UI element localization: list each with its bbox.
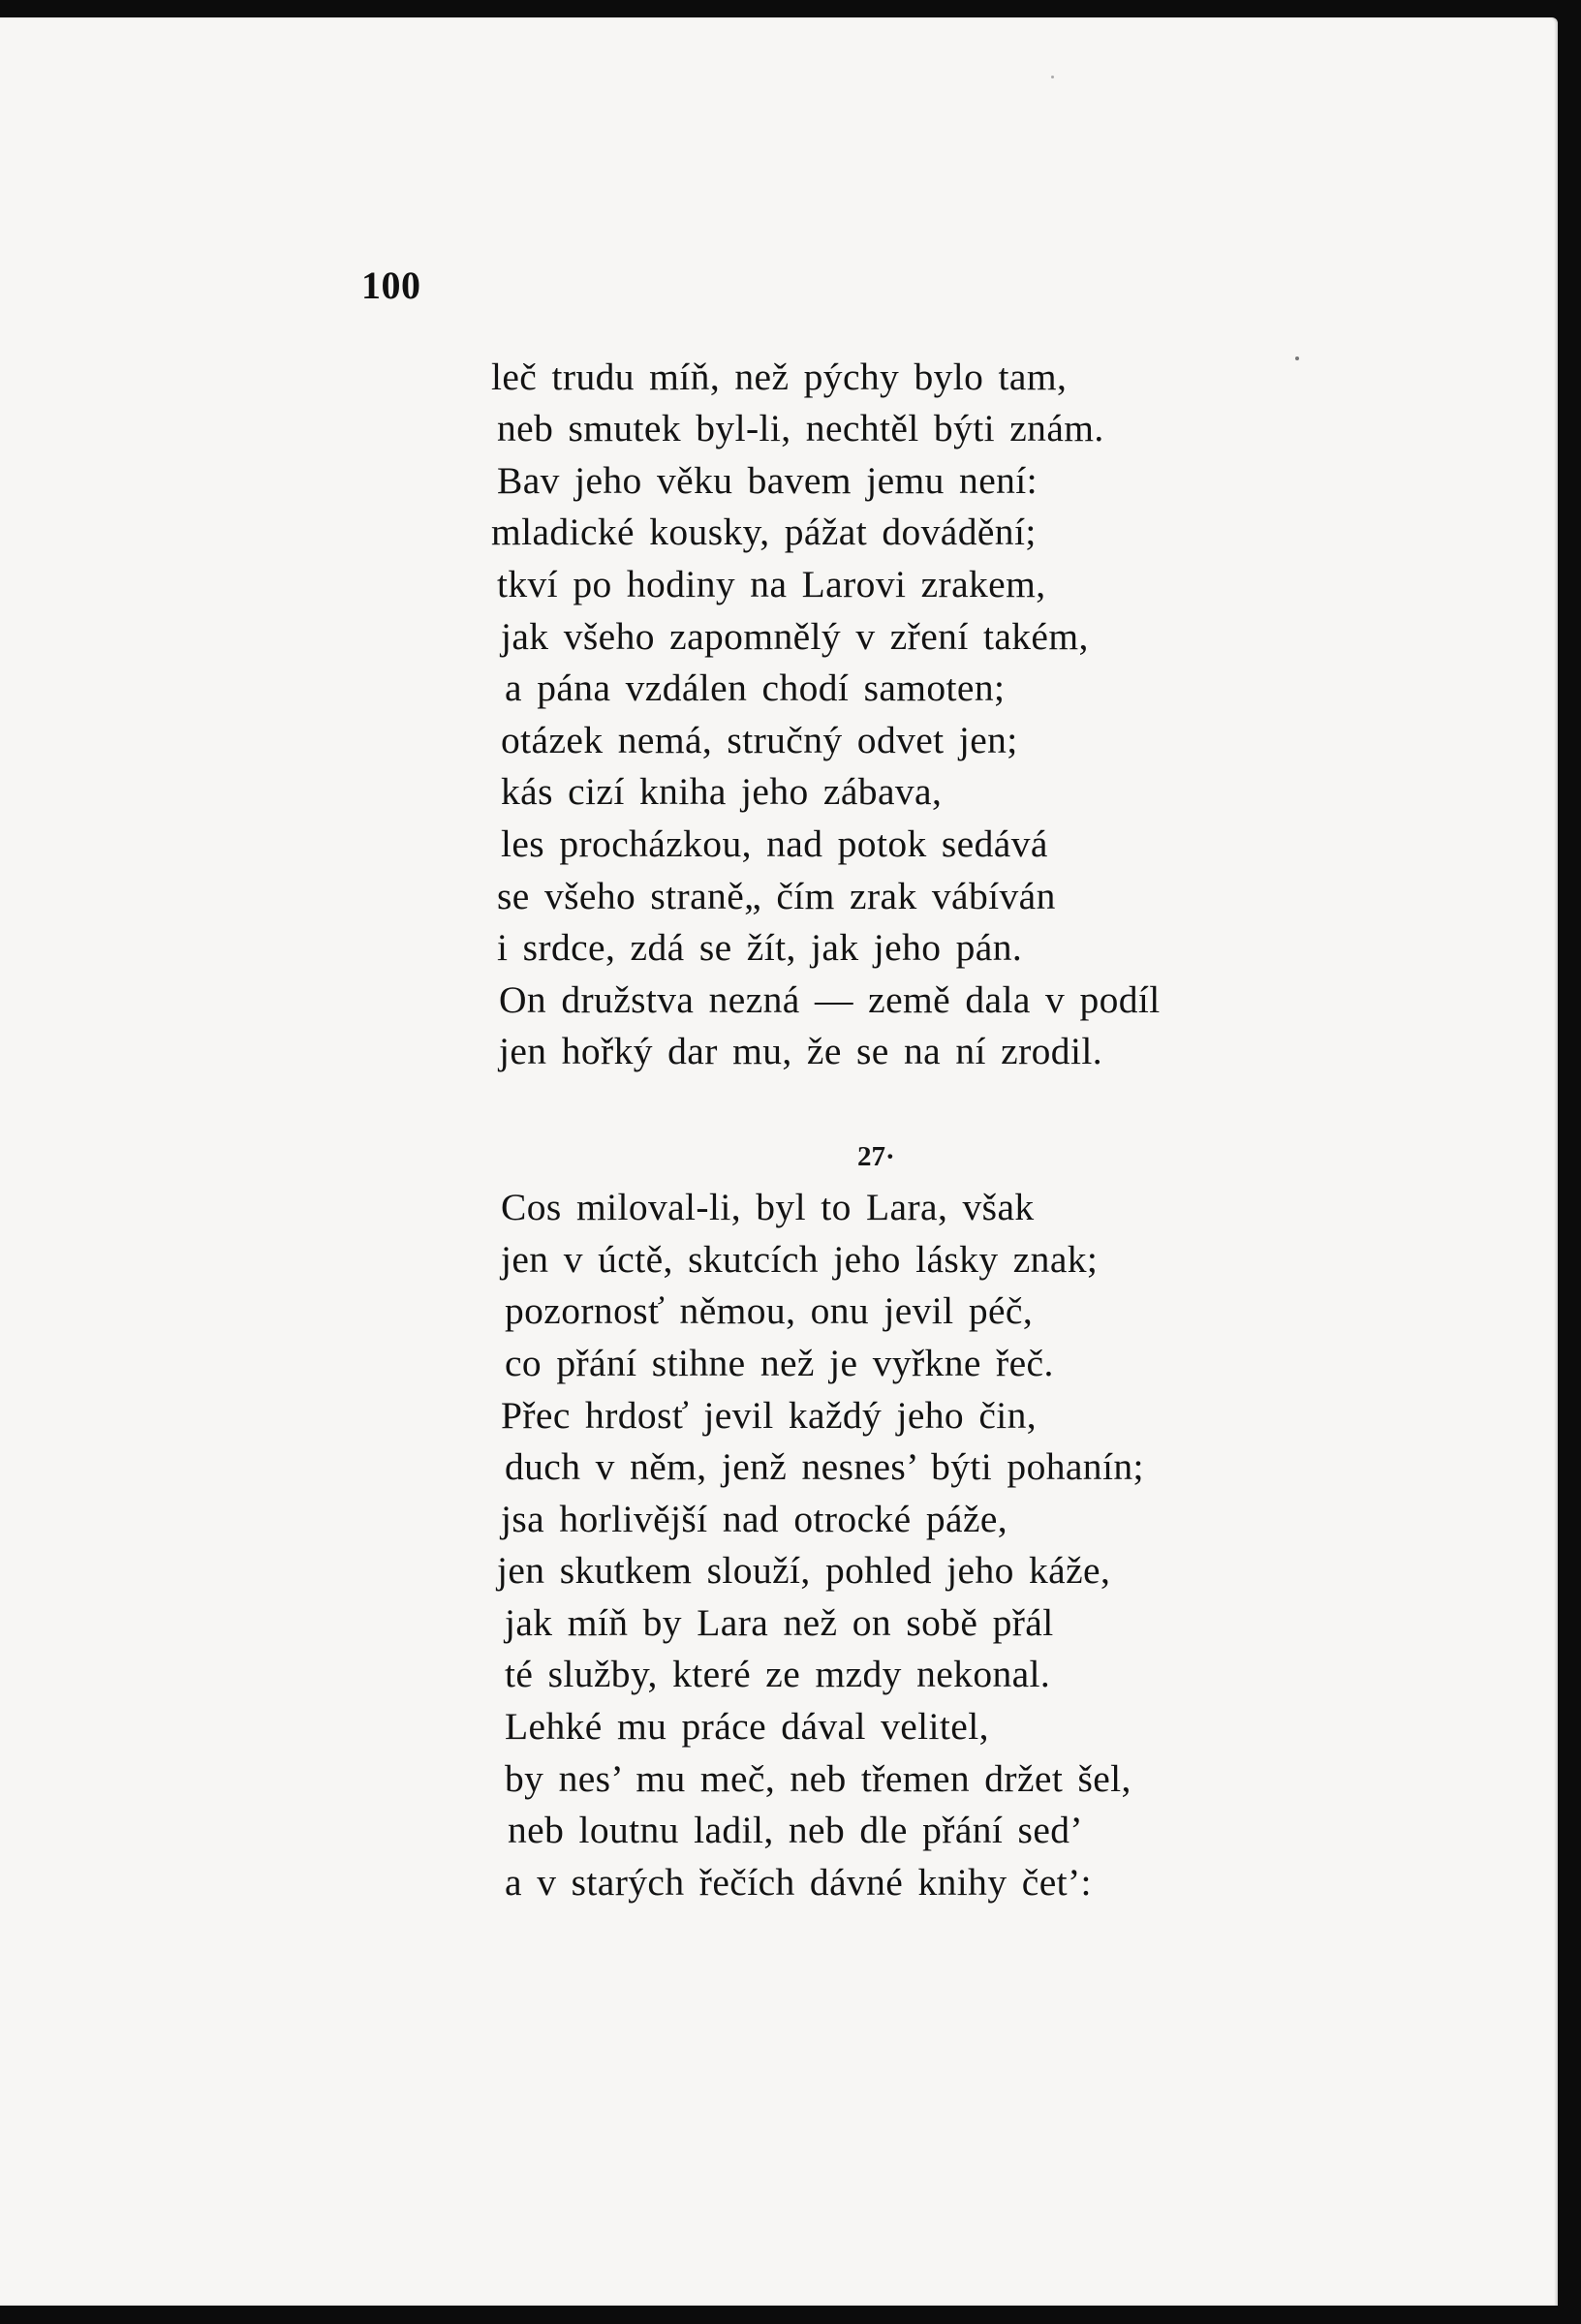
verse-line: leč trudu míň, než pýchy bylo tam, bbox=[491, 356, 1068, 398]
print-speck bbox=[1295, 356, 1299, 360]
verse-line: kás cizí kniha jeho zábava, bbox=[501, 770, 943, 813]
stanza-number: 27· bbox=[857, 1141, 895, 1172]
verse-line: jen hořký dar mu, že se na ní zrodil. bbox=[499, 1030, 1102, 1072]
verse-line: Přec hrdosť jevil každý jeho čin, bbox=[501, 1394, 1038, 1437]
verse-line: neb loutnu ladil, neb dle přání sed’ bbox=[508, 1809, 1083, 1851]
print-speck bbox=[1051, 76, 1054, 78]
verse-line: tkví po hodiny na Larovi zrakem, bbox=[497, 563, 1046, 605]
verse-line: co přání stihne než je vyřkne řeč. bbox=[505, 1342, 1054, 1384]
verse-line: jak všeho zapomnělý v zření takém, bbox=[501, 615, 1089, 658]
verse-line: jak míň by Lara než on sobě přál bbox=[505, 1601, 1054, 1644]
verse-line: jen v úctě, skutcích jeho lásky znak; bbox=[501, 1238, 1099, 1281]
verse-line: té služby, které ze mzdy nekonal. bbox=[505, 1653, 1051, 1695]
verse-line: neb smutek byl-li, nechtěl býti znám. bbox=[497, 407, 1104, 449]
verse-line: a pána vzdálen chodí samoten; bbox=[505, 666, 1006, 709]
book-page bbox=[0, 17, 1558, 2306]
verse-line: se všeho straně„ čím zrak vábíván bbox=[497, 875, 1056, 917]
verse-line: Cos miloval-li, byl to Lara, však bbox=[501, 1186, 1035, 1228]
verse-line: Lehké mu práce dával velitel, bbox=[505, 1705, 989, 1748]
verse-line: pozornosť němou, onu jevil péč, bbox=[505, 1289, 1034, 1332]
verse-line: duch v něm, jenž nesnes’ býti pohanín; bbox=[505, 1445, 1144, 1488]
verse-line: otázek nemá, stručný odvet jen; bbox=[501, 719, 1018, 761]
verse-line: Bav jeho věku bavem jemu není: bbox=[497, 459, 1038, 502]
verse-line: by nes’ mu meč, neb třemen držet šel, bbox=[505, 1757, 1132, 1800]
verse-line: les procházkou, nad potok sedává bbox=[501, 822, 1048, 865]
verse-line: i srdce, zdá se žít, jak jeho pán. bbox=[497, 926, 1023, 969]
verse-line: On družstva nezná — země dala v podíl bbox=[499, 978, 1161, 1021]
verse-line: jen skutkem slouží, pohled jeho káže, bbox=[497, 1549, 1111, 1592]
verse-line: mladické kousky, pážat dovádění; bbox=[491, 511, 1037, 553]
page-number: 100 bbox=[361, 263, 421, 307]
verse-line: a v starých řečích dávné knihy čet’: bbox=[505, 1861, 1092, 1904]
verse-line: jsa horlivější nad otrocké páže, bbox=[501, 1498, 1008, 1540]
